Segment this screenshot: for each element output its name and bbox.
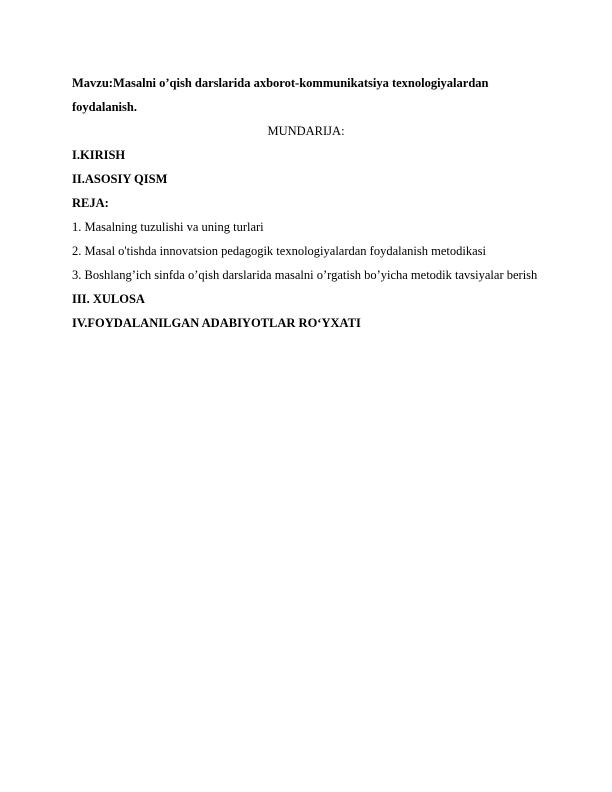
plan-item-2: 2. Masal o'tishda innovatsion pedagogik texnologiyalardan foydalanish metodikasi <box>72 244 486 258</box>
section-references: IV.FOYDALANILGAN ADABIYOTLAR RO‘YXATI <box>72 316 361 330</box>
section-intro: I.KIRISH <box>72 148 126 162</box>
contents-heading: MUNDARIJA: <box>267 124 345 138</box>
document-title-line-2: foydalanish. <box>72 100 137 114</box>
document-body <box>72 71 540 335</box>
plan-item-1: 1. Masalning tuzulishi va uning turlari <box>72 220 264 234</box>
plan-item-3: 3. Boshlang’ich sinfda o’qish darslarida masalni o’rgatish bo’yicha metodik tavsiyalar berish <box>72 268 538 282</box>
section-conclusion: III. XULOSA <box>72 292 145 306</box>
document-title <box>72 71 540 119</box>
document-title-line-1: Mavzu:Masalni o’qish darslarida axborot-kommunikatsiya texnologiyalardan <box>72 76 489 90</box>
section-main: II.ASOSIY QISM <box>72 172 168 186</box>
plan-heading: REJA: <box>72 196 109 210</box>
